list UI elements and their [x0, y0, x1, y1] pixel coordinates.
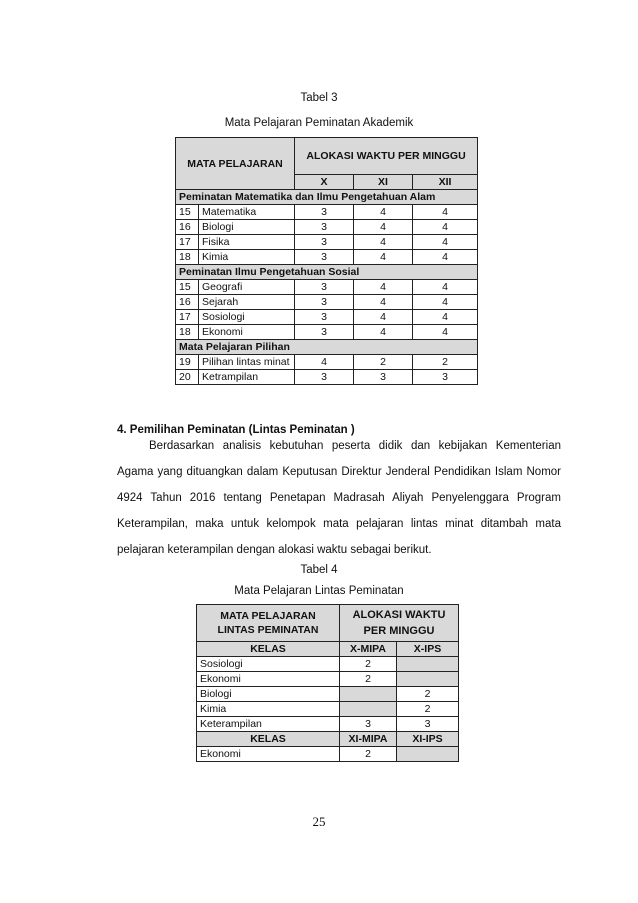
grade-xi-header: XI: [354, 175, 413, 190]
subject-name: Biologi: [197, 687, 340, 702]
table-row: [176, 280, 478, 295]
hours-x: 3: [295, 280, 354, 295]
table3-header-time: ALOKASI WAKTU PER MINGGU: [295, 138, 478, 175]
paragraph-line: Agama yang dituangkan dalam Keputusan Direktur Jenderal Pendidikan Islam Nomor: [117, 466, 561, 478]
hours-col2: 3: [397, 717, 459, 732]
subject-name: Ekonomi: [197, 747, 340, 762]
table-row: [197, 672, 459, 687]
hours-col2: [397, 747, 459, 762]
row-number: 18: [176, 325, 199, 340]
hours-x: 3: [295, 250, 354, 265]
header-subject-line2: LINTAS PEMINATAN: [217, 624, 319, 636]
hours-xi: 4: [354, 295, 413, 310]
hours-x: 3: [295, 235, 354, 250]
table3-caption: Tabel 3: [300, 92, 338, 104]
hours-x: 3: [295, 325, 354, 340]
table-row: [176, 370, 478, 385]
table-row: [176, 250, 478, 265]
hours-xi: 2: [354, 355, 413, 370]
subject-name: Kimia: [199, 250, 295, 265]
table3-header-subject: MATA PELAJARAN: [176, 138, 295, 190]
hours-xii: 2: [413, 355, 478, 370]
kelas-header: KELAS: [197, 732, 340, 747]
section-heading: 4. Pemilihan Peminatan (Lintas Peminatan ): [117, 424, 355, 436]
hours-xi: 4: [354, 325, 413, 340]
header-time-line1: ALOKASI WAKTU: [352, 609, 446, 621]
hours-xi: 3: [354, 370, 413, 385]
group-row: [176, 340, 478, 355]
x-mipa-header: X-MIPA: [340, 642, 397, 657]
table4-caption: Tabel 4: [300, 564, 338, 576]
hours-xii: 4: [413, 280, 478, 295]
table4-title: Mata Pelajaran Lintas Peminatan: [234, 585, 404, 597]
section-paragraph: [117, 433, 561, 563]
subject-name: Ekonomi: [197, 672, 340, 687]
row-number: 15: [176, 280, 199, 295]
subject-name: Ketrampilan: [199, 370, 295, 385]
hours-xi: 4: [354, 205, 413, 220]
hours-xi: 4: [354, 250, 413, 265]
hours-col1: 2: [340, 672, 397, 687]
hours-x: 4: [295, 355, 354, 370]
row-number: 17: [176, 310, 199, 325]
row-number: 17: [176, 235, 199, 250]
group-name: Peminatan Ilmu Pengetahuan Sosial: [176, 265, 478, 280]
hours-xii: 4: [413, 310, 478, 325]
header-subject-line1: MATA PELAJARAN: [220, 610, 316, 622]
hours-x: 3: [295, 295, 354, 310]
hours-xii: 4: [413, 220, 478, 235]
subject-name: Kimia: [197, 702, 340, 717]
hours-col1: 2: [340, 747, 397, 762]
row-number: 16: [176, 295, 199, 310]
subject-name: Sejarah: [199, 295, 295, 310]
subject-name: Geografi: [199, 280, 295, 295]
table3: [175, 137, 478, 385]
group-row: [176, 190, 478, 205]
hours-xi: 4: [354, 235, 413, 250]
subject-name: Pilihan lintas minat: [199, 355, 295, 370]
subject-name: Biologi: [199, 220, 295, 235]
table4-header-time: [340, 605, 459, 642]
subject-name: Sosiologi: [199, 310, 295, 325]
row-number: 20: [176, 370, 199, 385]
paragraph-line: Keterampilan, maka untuk kelompok mata pelajaran lintas minat ditambah mata: [117, 518, 561, 530]
hours-x: 3: [295, 370, 354, 385]
subject-name: Keterampilan: [197, 717, 340, 732]
hours-col1: 3: [340, 717, 397, 732]
hours-xi: 4: [354, 220, 413, 235]
hours-col2: 2: [397, 702, 459, 717]
xi-mipa-header: XI-MIPA: [340, 732, 397, 747]
kelas-header: KELAS: [197, 642, 340, 657]
table-row: [176, 325, 478, 340]
table-row: [197, 687, 459, 702]
table3-title: Mata Pelajaran Peminatan Akademik: [224, 117, 414, 129]
grade-xii-header: XII: [413, 175, 478, 190]
hours-col2: 2: [397, 687, 459, 702]
hours-col1: [340, 702, 397, 717]
paragraph-line: Berdasarkan analisis kebutuhan peserta didik dan kebijakan Kementerian: [149, 440, 561, 452]
row-number: 16: [176, 220, 199, 235]
hours-xii: 4: [413, 205, 478, 220]
header-time-line2: PER MINGGU: [363, 625, 435, 637]
paragraph-line: 4924 Tahun 2016 tentang Penetapan Madrasah Aliyah Penyelenggara Program: [117, 492, 561, 504]
table-row: [197, 747, 459, 762]
hours-xii: 4: [413, 250, 478, 265]
hours-x: 3: [295, 205, 354, 220]
hours-xii: 4: [413, 235, 478, 250]
subject-name: Ekonomi: [199, 325, 295, 340]
table-row: [176, 355, 478, 370]
table-row: [176, 220, 478, 235]
hours-col2: [397, 672, 459, 687]
hours-x: 3: [295, 310, 354, 325]
subject-name: Fisika: [199, 235, 295, 250]
xi-ips-header: XI-IPS: [397, 732, 459, 747]
subject-name: Sosiologi: [197, 657, 340, 672]
row-number: 15: [176, 205, 199, 220]
table-row: [176, 205, 478, 220]
table-row: [197, 702, 459, 717]
table-row: [197, 717, 459, 732]
row-number: 18: [176, 250, 199, 265]
hours-xii: 4: [413, 295, 478, 310]
table-row: [197, 657, 459, 672]
hours-xi: 4: [354, 280, 413, 295]
hours-col1: 2: [340, 657, 397, 672]
paragraph-line: pelajaran keterampilan dengan alokasi waktu sebagai berikut.: [117, 544, 432, 556]
group-row: [176, 265, 478, 280]
hours-xii: 4: [413, 325, 478, 340]
table-row: [176, 235, 478, 250]
hours-col1: [340, 687, 397, 702]
table4-header-subject: [197, 605, 340, 642]
group-name: Peminatan Matematika dan Ilmu Pengetahuan Alam: [176, 190, 478, 205]
table-row: [176, 295, 478, 310]
page-number: 25: [312, 814, 326, 829]
hours-col2: [397, 657, 459, 672]
grade-x-header: X: [295, 175, 354, 190]
table4: [196, 604, 459, 762]
table-row: [176, 310, 478, 325]
hours-xii: 3: [413, 370, 478, 385]
row-number: 19: [176, 355, 199, 370]
group-name: Mata Pelajaran Pilihan: [176, 340, 478, 355]
x-ips-header: X-IPS: [397, 642, 459, 657]
hours-x: 3: [295, 220, 354, 235]
hours-xi: 4: [354, 310, 413, 325]
subject-name: Matematika: [199, 205, 295, 220]
